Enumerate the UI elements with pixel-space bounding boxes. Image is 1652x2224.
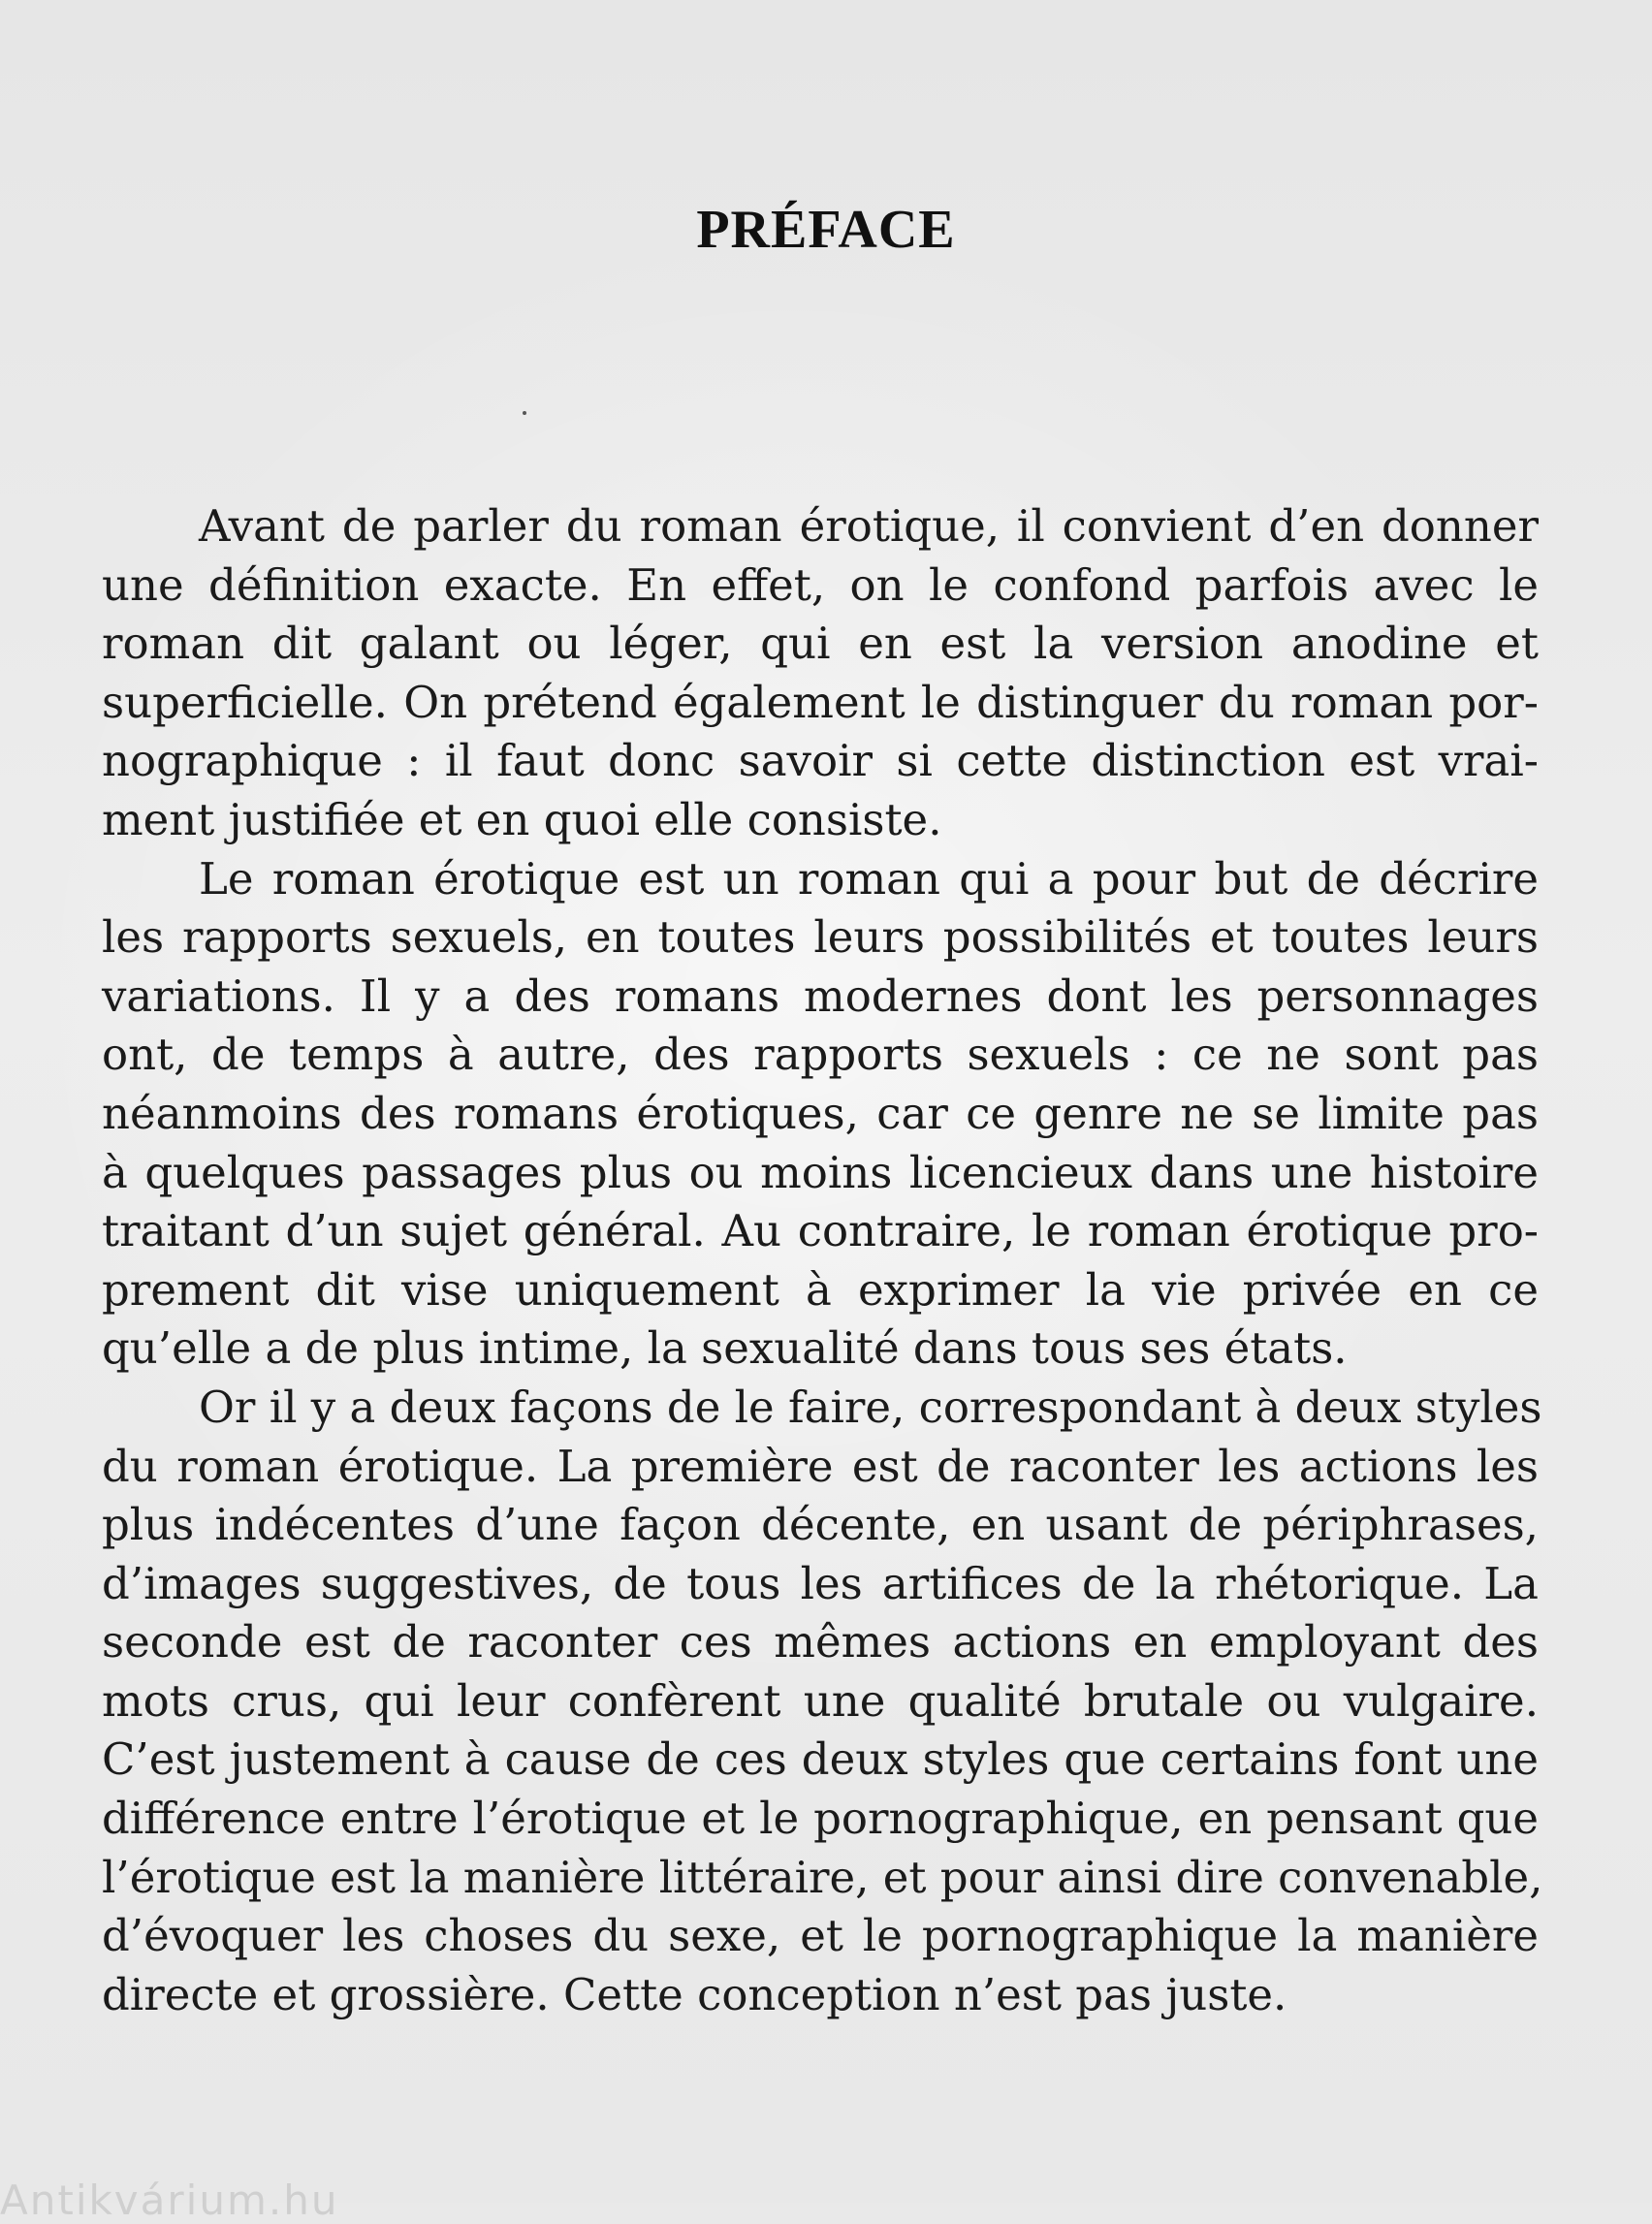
text-line: directe et grossière. Cette conception n’est pas juste.: [102, 1968, 1287, 2020]
text-line: néanmoins des romans érotiques, car ce genre ne se limite pas: [102, 1087, 1539, 1139]
text-line: mots crus, qui leur confèrent une qualité brutale ou vulgaire.: [102, 1674, 1539, 1727]
body-text: [102, 497, 1543, 2024]
text-line: une définition exacte. En effet, on le confond parfois avec le: [102, 558, 1539, 611]
text-line: d’évoquer les choses du sexe, et le pornographique la manière: [102, 1910, 1539, 1962]
text-line: différence entre l’érotique et le pornographique, en pensant que: [102, 1793, 1539, 1845]
text-line: plus indécentes d’une façon décente, en usant de périphrases,: [102, 1499, 1539, 1551]
text-line: traitant d’un sujet général. Au contraire, le roman érotique pro-: [102, 1205, 1539, 1257]
text-line: prement dit vise uniquement à exprimer la vie privée en ce: [102, 1263, 1539, 1316]
text-line: Or il y a deux façons de le faire, correspondant à deux styles: [199, 1381, 1542, 1433]
text-line: Le roman érotique est un roman qui a pour but de décrire: [199, 852, 1539, 905]
text-line: superficielle. On prétend également le distinguer du roman por-: [102, 676, 1539, 728]
text-line: à quelques passages plus ou moins licencieux dans une histoire: [102, 1146, 1539, 1198]
text-line: roman dit galant ou léger, qui en est la version anodine et: [102, 618, 1539, 670]
text-line: les rapports sexuels, en toutes leurs possibilités et toutes leurs: [102, 911, 1539, 964]
text-line: ont, de temps à autre, des rapports sexuels : ce ne sont pas: [102, 1029, 1539, 1081]
text-line: nographique : il faut donc savoir si cette distinction est vrai-: [102, 735, 1539, 787]
watermark: Antikvárium.hu: [0, 2176, 339, 2224]
text-line: variations. Il y a des romans modernes dont les personnages: [102, 969, 1539, 1022]
text-line: du roman érotique. La première est de raconter les actions les: [102, 1440, 1539, 1492]
text-line: qu’elle a de plus intime, la sexualité dans tous ses états.: [102, 1322, 1348, 1375]
text-line: d’images suggestives, de tous les artifices de la rhétorique. La: [102, 1557, 1539, 1609]
text-line: l’érotique est la manière littéraire, et pour ainsi dire convenable,: [102, 1851, 1543, 1903]
text-line: ment justifiée et en quoi elle consiste.: [102, 793, 942, 845]
ink-speck: [523, 411, 526, 415]
page-title: PRÉFACE: [696, 200, 956, 260]
text-line: C’est justement à cause de ces deux styles que certains font une: [102, 1733, 1539, 1786]
text-line: seconde est de raconter ces mêmes actions en employant des: [102, 1616, 1539, 1668]
text-line: Avant de parler du roman érotique, il convient d’en donner: [199, 500, 1539, 552]
